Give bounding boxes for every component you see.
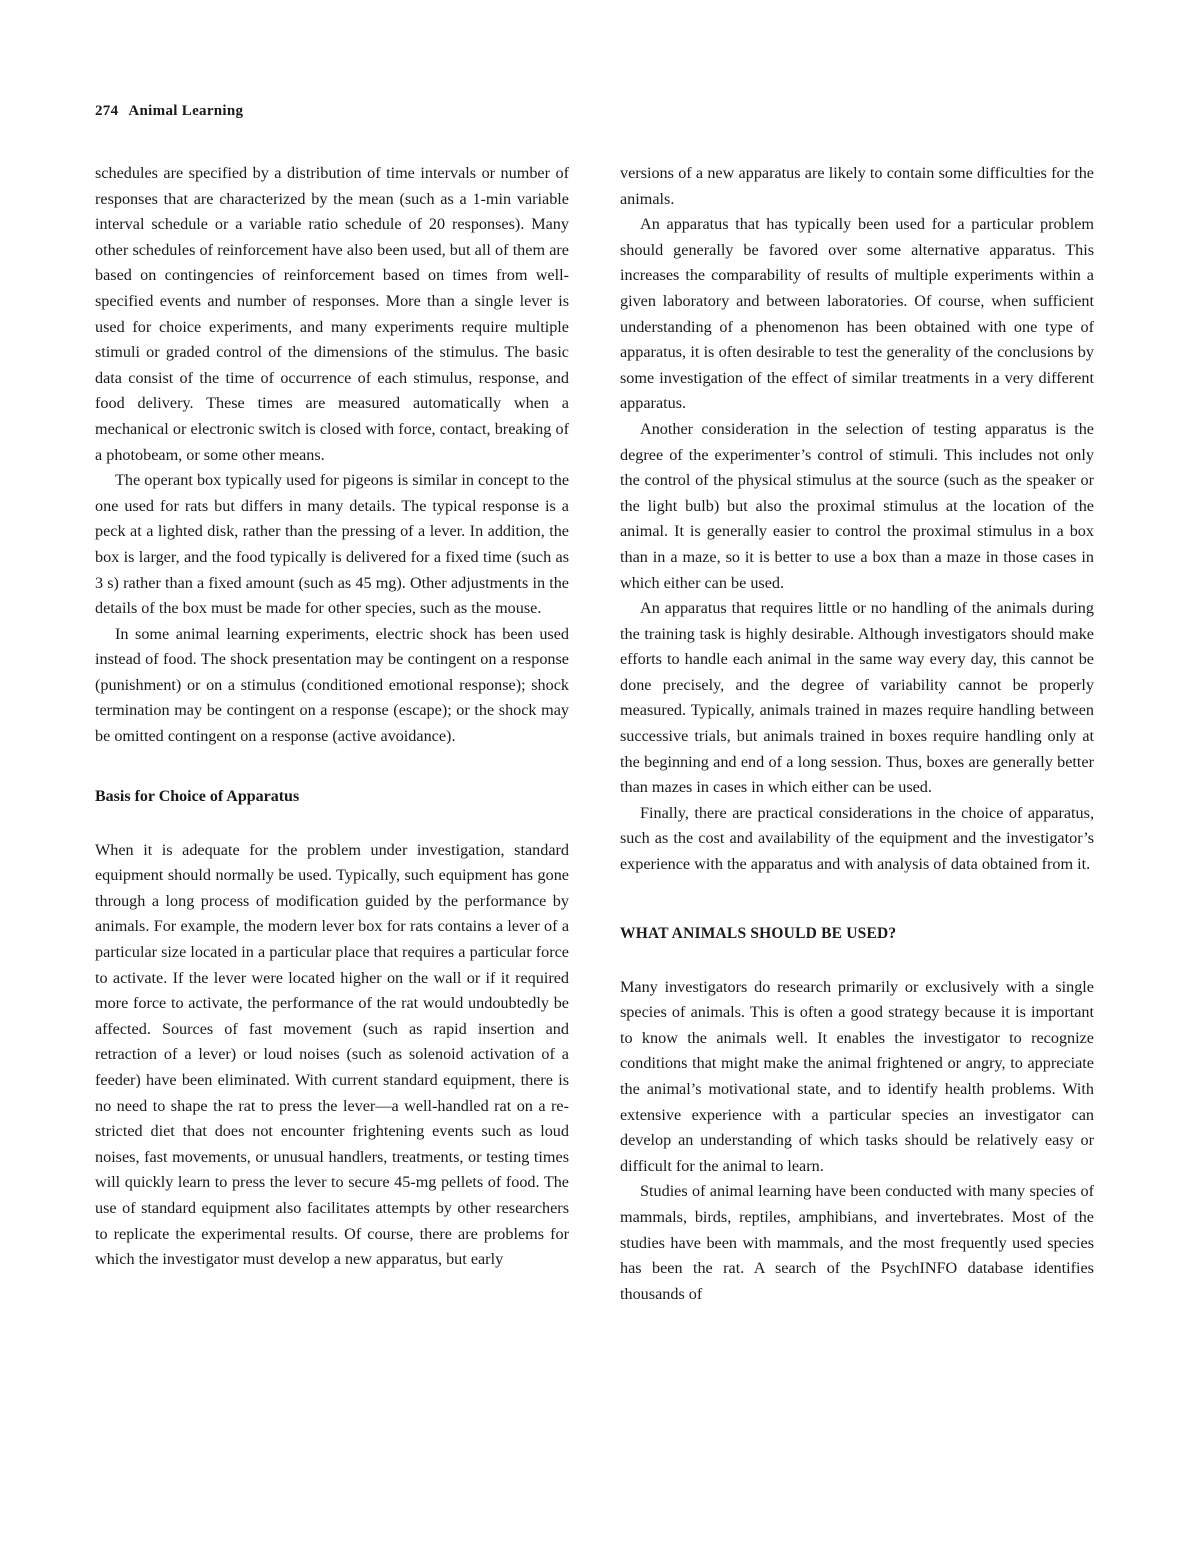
paragraph: Many investigators do research primarily or exclusively with a single species of animals. This is often a good strategy because it is important to know the animals well. It enables the investigator to recognize conditions that might make the animal frightened or angry, to appreciate the animal’s motivational state, and to identify health problems. With extensive experience with a particular species an investigator can develop an understanding of which tasks should be relatively easy or difficult for the animal to learn. [620, 977, 1094, 1175]
section-heading: Basis for Choice of Apparatus [95, 787, 300, 805]
paragraph: The operant box typically used for pigeons is similar in concept to the one used for rats but differs in many details. The typical response is a peck at a lighted disk, rather than the pressing of a lever. In addition, the box is larger, and the food typically is delivered for a fixed time (such as 3 s) rather than a fixed amount (such as 45 mg). Other adjustments in the details of the box must be made for other species, such as the mouse. [95, 471, 569, 618]
right-column [620, 161, 1094, 1307]
page-number: 274 [95, 103, 119, 119]
paragraph: Studies of animal learning have been conducted with many species of mammals, birds, reptiles, amphibians, and invertebrates. Most of the studies have been with mammals, and the most frequently used species has been the rat. A search of the PsychINFO database identifies thousands of [620, 1182, 1094, 1303]
paragraph: An apparatus that requires little or no handling of the animals during the training task is highly desirable. Although investigators should make efforts to handle each animal in the same way every day, this cannot be done precisely, and the degree of variability cannot be properly measured. Typically, animals trained in mazes require handling between successive trials, but animals trained in boxes require handling only at the beginning and end of a long session. Thus, boxes are generally better than mazes in cases in which either can be used. [620, 599, 1094, 797]
running-head [95, 103, 243, 120]
paragraph: Finally, there are practical considerations in the choice of apparatus, such as the cost and availability of the equipment and the investigator’s experience with the apparatus and with analysis of data obtained from it. [620, 803, 1094, 874]
left-column [95, 161, 569, 1273]
section-heading: WHAT ANIMALS SHOULD BE USED? [620, 924, 897, 942]
paragraph: versions of a new apparatus are likely to contain some difficulties for the animals. [620, 164, 1094, 208]
paragraph: An apparatus that has typically been used for a particular problem should generally be favored over some alternative apparatus. This increases the comparability of results of multiple experiments within a given laboratory and between laboratories. Of course, when sufficient understanding of a phenomenon has been obtained with one type of apparatus, it is often desirable to test the generality of the conclusions by some investigation of the effect of similar treatments in a very different apparatus. [620, 215, 1094, 413]
paragraph: In some animal learning experiments, electric shock has been used instead of food. The shock presentation may be contingent on a response (punishment) or on a stimulus (conditioned emotional response); shock termination may be contingent on a response (escape); or the shock may be omitted contingent on a response (active avoidance). [95, 624, 569, 746]
paragraph: schedules are specified by a distribution of time intervals or number of responses that are characterized by the mean (such as a 1-min variable interval schedule or a variable ratio schedule of 20 responses). Many other schedules of reinforcement have also been used, but all of them are based on contingencies of reinforcement based on times from well-specified events and number of responses. More than a single lever is used for choice experiments, and many experiments require multiple stimuli or graded control of the dimensions of the stimulus. The basic data consist of the time of occurrence of each stimulus, response, and food delivery. These times are measured automatically when a mechanical or electronic switch is closed with force, contact, breaking of a photobeam, or some other means. [95, 164, 569, 464]
paragraph: When it is adequate for the problem under investigation, standard equipment should normally be used. Typically, such equipment has gone through a long process of modification guided by the performance by animals. For example, the modern lever box for rats contains a lever of a particular size located in a particular place that requires a particular force to activate. If the lever were located higher on the wall or if it required more force to activate, the performance of the rat would undoubtedly be affected. Sources of fast movement (such as rapid insertion and retraction of a lever) or loud noises (such as solenoid activation of a feeder) have been eliminated. With current standard equipment, there is no need to shape the rat to press the lever—a well-handled rat on a restricted diet that does not encounter frightening events such as loud noises, fast movements, or unusual handlers, treatments, or testing times will quickly learn to press the lever to secure 45-mg pellets of food. The use of standard equipment also facilitates attempts by other researchers to replicate the experimental results. Of course, there are problems for which the investigator must develop a new apparatus, but early [95, 840, 569, 1269]
paragraph: Another consideration in the selection of testing apparatus is the degree of the experimenter’s control of stimuli. This includes not only the control of the physical stimulus at the source (such as the speaker or the light bulb) but also the proximal stimulus at the location of the animal. It is generally easier to control the proximal stimulus in a box than in a maze, so it is better to use a box than a maze in those cases in which either can be used. [620, 419, 1094, 592]
running-title: Animal Learning [128, 103, 244, 119]
